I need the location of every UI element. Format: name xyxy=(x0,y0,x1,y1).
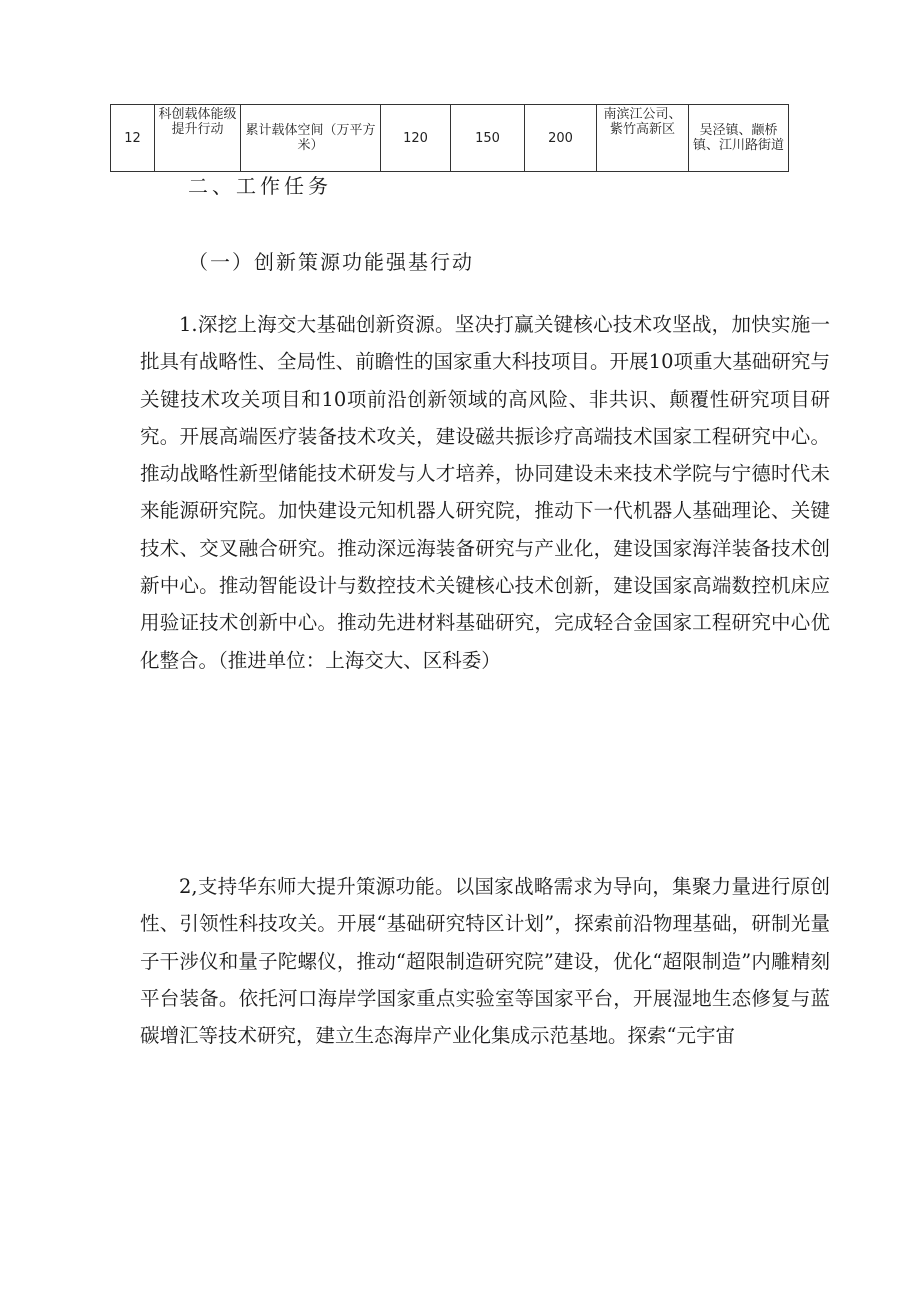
subsection-title: （一）创新策源功能强基行动 xyxy=(188,250,474,274)
table-row xyxy=(111,105,789,172)
section-title: 二、工作任务 xyxy=(188,174,332,198)
task-table xyxy=(110,104,789,172)
paragraph-1: 1.深挖上海交大基础创新资源。坚决打赢关键核心技术攻坚战，加快实施一批具有战略性、全局性、前瞻性的国家重大科技项目。开展10项重大基础研究与关键技术攻关项目和10项前沿创新领域的高风险、非共识、颠覆性研究项目研究。开展高端医疗装备技术攻关，建设磁共振诊疗高端技术国家工程研究中心。推动战略性新型储能技术研发与人才培养，协同建设未来技术学院与宁德时代未来能源研究院。加快建设元知机器人研究院，推动下一代机器人基础理论、关键技术、交叉融合研究。推动深远海装备研究与产业化，建设国家海洋装备技术创新中心。推动智能设计与数控技术关键核心技术创新，建设国家高端数控机床应用验证技术创新中心。推动先进材料基础研究，完成轻合金国家工程研究中心优化整合。（推进单位：上海交大、区科委） xyxy=(140,313,830,672)
indicator-name: 累计载体空间（万平方米） xyxy=(241,105,381,172)
target-value-3: 200 xyxy=(525,105,597,172)
target-value-1: 120 xyxy=(381,105,451,172)
action-name: 科创载体能级提升行动 xyxy=(155,105,241,172)
lead-units: 南滨江公司、紫竹高新区 xyxy=(597,105,689,172)
paragraph-2: 2,支持华东师大提升策源功能。以国家战略需求为导向，集聚力量进行原创性、引领性科技攻关。开展“基础研究特区计划”，探索前沿物理基础，研制光量子干涉仪和量子陀螺仪，推动“超限制造研究院”建设，优化“超限制造”内雕精刻平台装备。依托河口海岸学国家重点实验室等国家平台，开展湿地生态修复与蓝碳增汇等技术研究，建立生态海岸产业化集成示范基地。探索“元宇宙 xyxy=(140,875,830,1048)
responsible-towns: 吴泾镇、颛桥镇、江川路街道 xyxy=(689,105,789,172)
row-number: 12 xyxy=(111,105,155,172)
target-value-2: 150 xyxy=(451,105,525,172)
